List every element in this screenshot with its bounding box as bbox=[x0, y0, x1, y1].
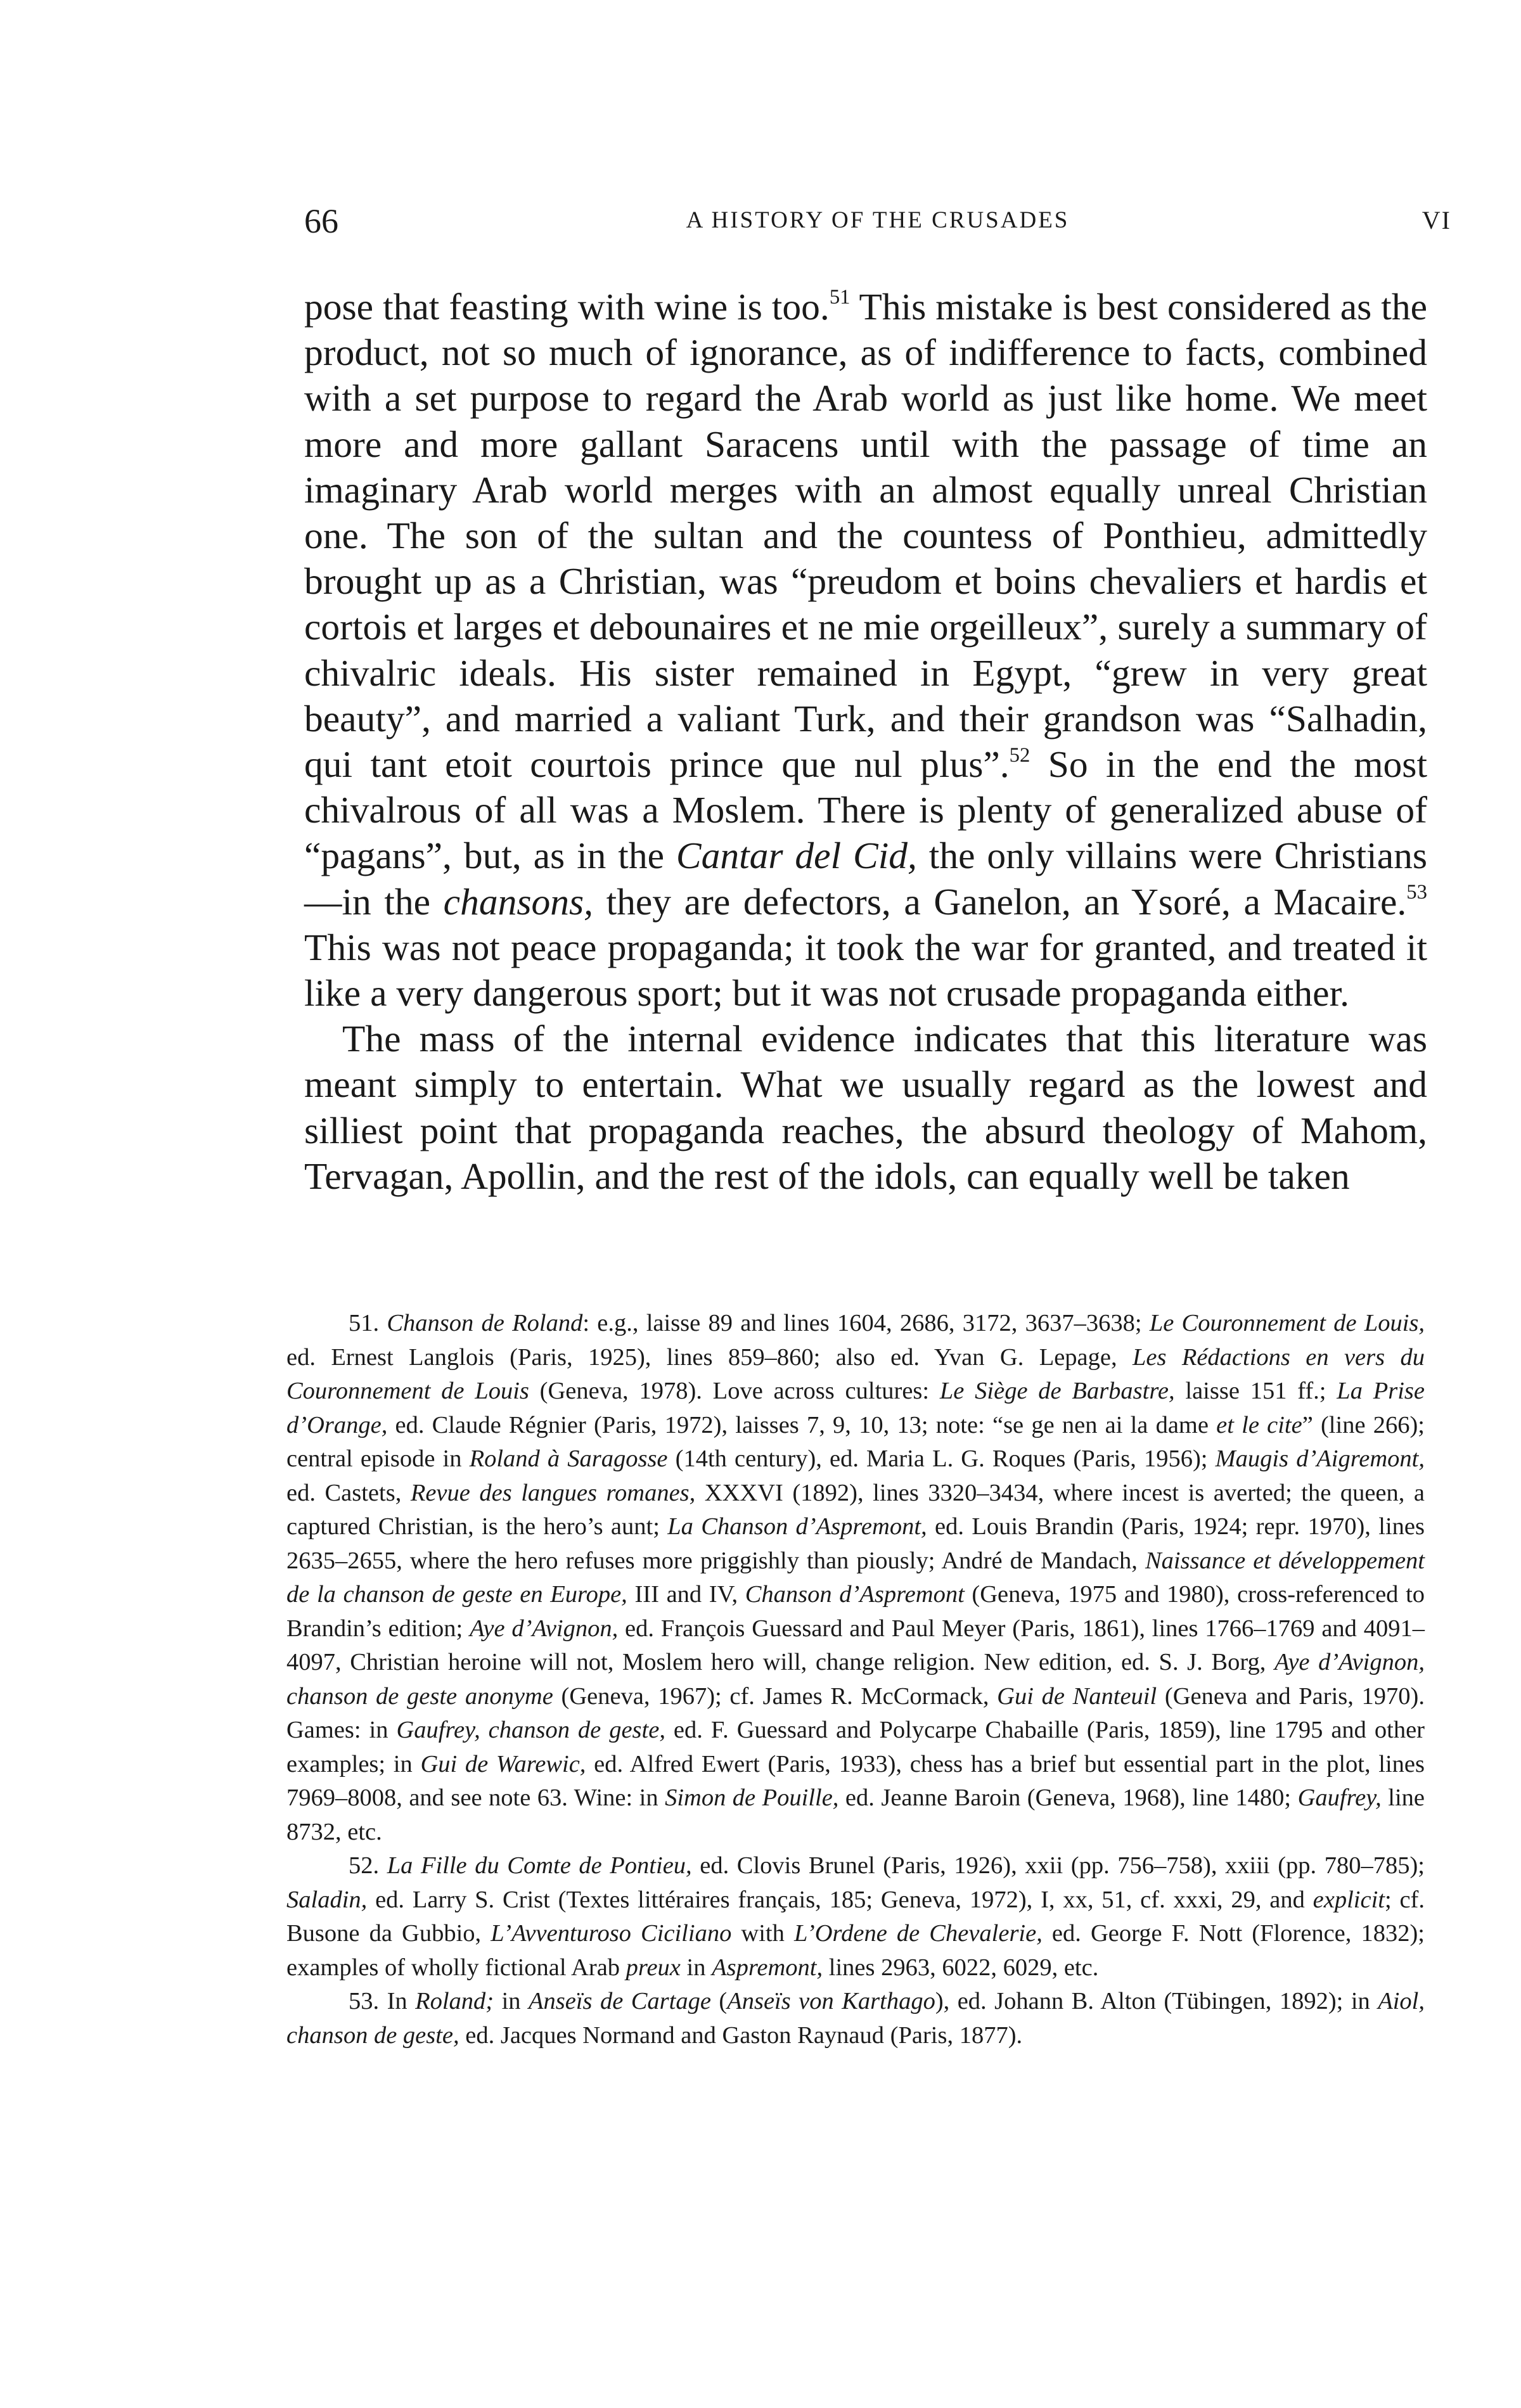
running-head: A HISTORY OF THE CRUSADES bbox=[686, 207, 1070, 233]
page-number: 66 bbox=[304, 202, 338, 240]
footnote-ref-52: 52 bbox=[1009, 743, 1030, 767]
footnote-53: 53. In Roland; in Anseïs de Cartage (Anseïs von Karthago), ed. Johann B. Alton (Tübingen, 1892); in Aiol, chanson de geste, ed. Jacques Normand and Gaston Raynaud (Paris, 1877). bbox=[286, 1988, 1425, 2049]
footnotes bbox=[286, 1307, 1425, 2053]
paragraph-2: The mass of the internal evidence indicates that this literature was meant simply to entertain. What we usually regard as the lowest and silliest point that propaganda reaches, the absurd theology of Mahom, Tervagan, Apollin, and the rest of the idols, can equally well be taken bbox=[304, 1018, 1427, 1197]
footnote-ref-51: 51 bbox=[829, 286, 850, 309]
footnote-ref-53: 53 bbox=[1406, 881, 1427, 904]
section-number: VI bbox=[1422, 206, 1451, 234]
body-text bbox=[304, 284, 1427, 1199]
footnote-51: 51. Chanson de Roland: e.g., laisse 89 and lines 1604, 2686, 3172, 3637–3638; Le Couronnement de Louis, ed. Ernest Langlois (Paris, 1925), lines 859–860; also ed. Yvan G. Lepage, Les Rédactions en vers du Couronnement de Louis (Geneva, 1978). Love across cultures: Le Siège de Barbastre, laisse 151 ff.; La Prise d’Orange, ed. Claude Régnier (Paris, 1972), laisses 7, 9, 10, 13; note: “se ge nen ai la dame et le cite” (line 266); central episode in Roland à Saragosse (14th century), ed. Maria L. G. Roques (Paris, 1956); Maugis d’Aigremont, ed. Castets, Revue des langues romanes, XXXVI (1892), lines 3320–3434, where incest is averted; the queen, a captured Christian, is the hero’s aunt; La Chanson d’Aspremont, ed. Louis Brandin (Paris, 1924; repr. 1970), lines 2635–2655, where the hero refuses more priggishly than piously; André de Mandach, Naissance et développement de la chanson de geste en Europe, III and IV, Chanson d’Aspremont (Geneva, 1975 and 1980), cross-referenced to Brandin’s edition; Aye d’Avignon, ed. François Guessard and Paul Meyer (Paris, 1861), lines 1766–1769 and 4091–4097, Christian heroine will not, Moslem hero will, change religion. New edition, ed. S. J. Borg, Aye d’Avignon, chanson de geste anonyme (Geneva, 1967); cf. James R. McCormack, Gui de Nanteuil (Geneva and Paris, 1970). Games: in Gaufrey, chanson de geste, ed. F. Guessard and Polycarpe Chabaille (Paris, 1859), line 1795 and other examples; in Gui de Warewic, ed. Alfred Ewert (Paris, 1933), chess has a brief but essential part in the plot, lines 7969–8008, and see note 63. Wine: in Simon de Pouille, ed. Jeanne Baroin (Geneva, 1968), line 1480; Gaufrey, line 8732, etc. bbox=[286, 1310, 1425, 1845]
page-header bbox=[298, 202, 1458, 240]
paragraph-1: pose that feasting with wine is too.$^{51}$ This mistake is best considered as the product, not so much of ignorance, as of indifference to facts, combined with a set purpose to regard the Arab world as just like home. We meet more and more gallant Saracens until with the passage of time an imaginary Arab world merges with an almost equally unreal Christian one. The son of the sultan and the countess of Ponthieu, admittedly brought up as a Christian, was “preudom et boins chevaliers et hardis et cortois et larges et debounaires et ne mie orgeilleux”, surely a summary of chivalric ideals. His sister remained in Egypt, “grew in very great beauty”, and married a valiant Turk, and their grandson was “Salhadin, qui tant etoit courtois prince que nul plus”.$^{52}$ So in the end the most chivalrous of all was a Moslem. There is plenty of generalized abuse of “pagans”, but, as in the Cantar del Cid, the only villains were Christians—in the chansons, they are defectors, a Ganelon, an Ysoré, a Macaire.$^{53}$ This was not peace propaganda; it took the war for granted, and treated it like a very dangerous sport; but it was not crusade propaganda either. bbox=[304, 286, 1428, 1015]
footnote-52: 52. La Fille du Comte de Pontieu, ed. Clovis Brunel (Paris, 1926), xxii (pp. 756–758), xxiii (pp. 780–785); Saladin, ed. Larry S. Crist (Textes littéraires français, 185; Geneva, 1972), I, xx, 51, cf. xxxi, 29, and explicit; cf. Busone da Gubbio, L’Avventuroso Ciciliano with L’Ordene de Chevalerie, ed. George F. Nott (Florence, 1832); examples of wholly fictional Arab preux in Aspremont, lines 2963, 6022, 6029, etc. bbox=[286, 1852, 1425, 1981]
